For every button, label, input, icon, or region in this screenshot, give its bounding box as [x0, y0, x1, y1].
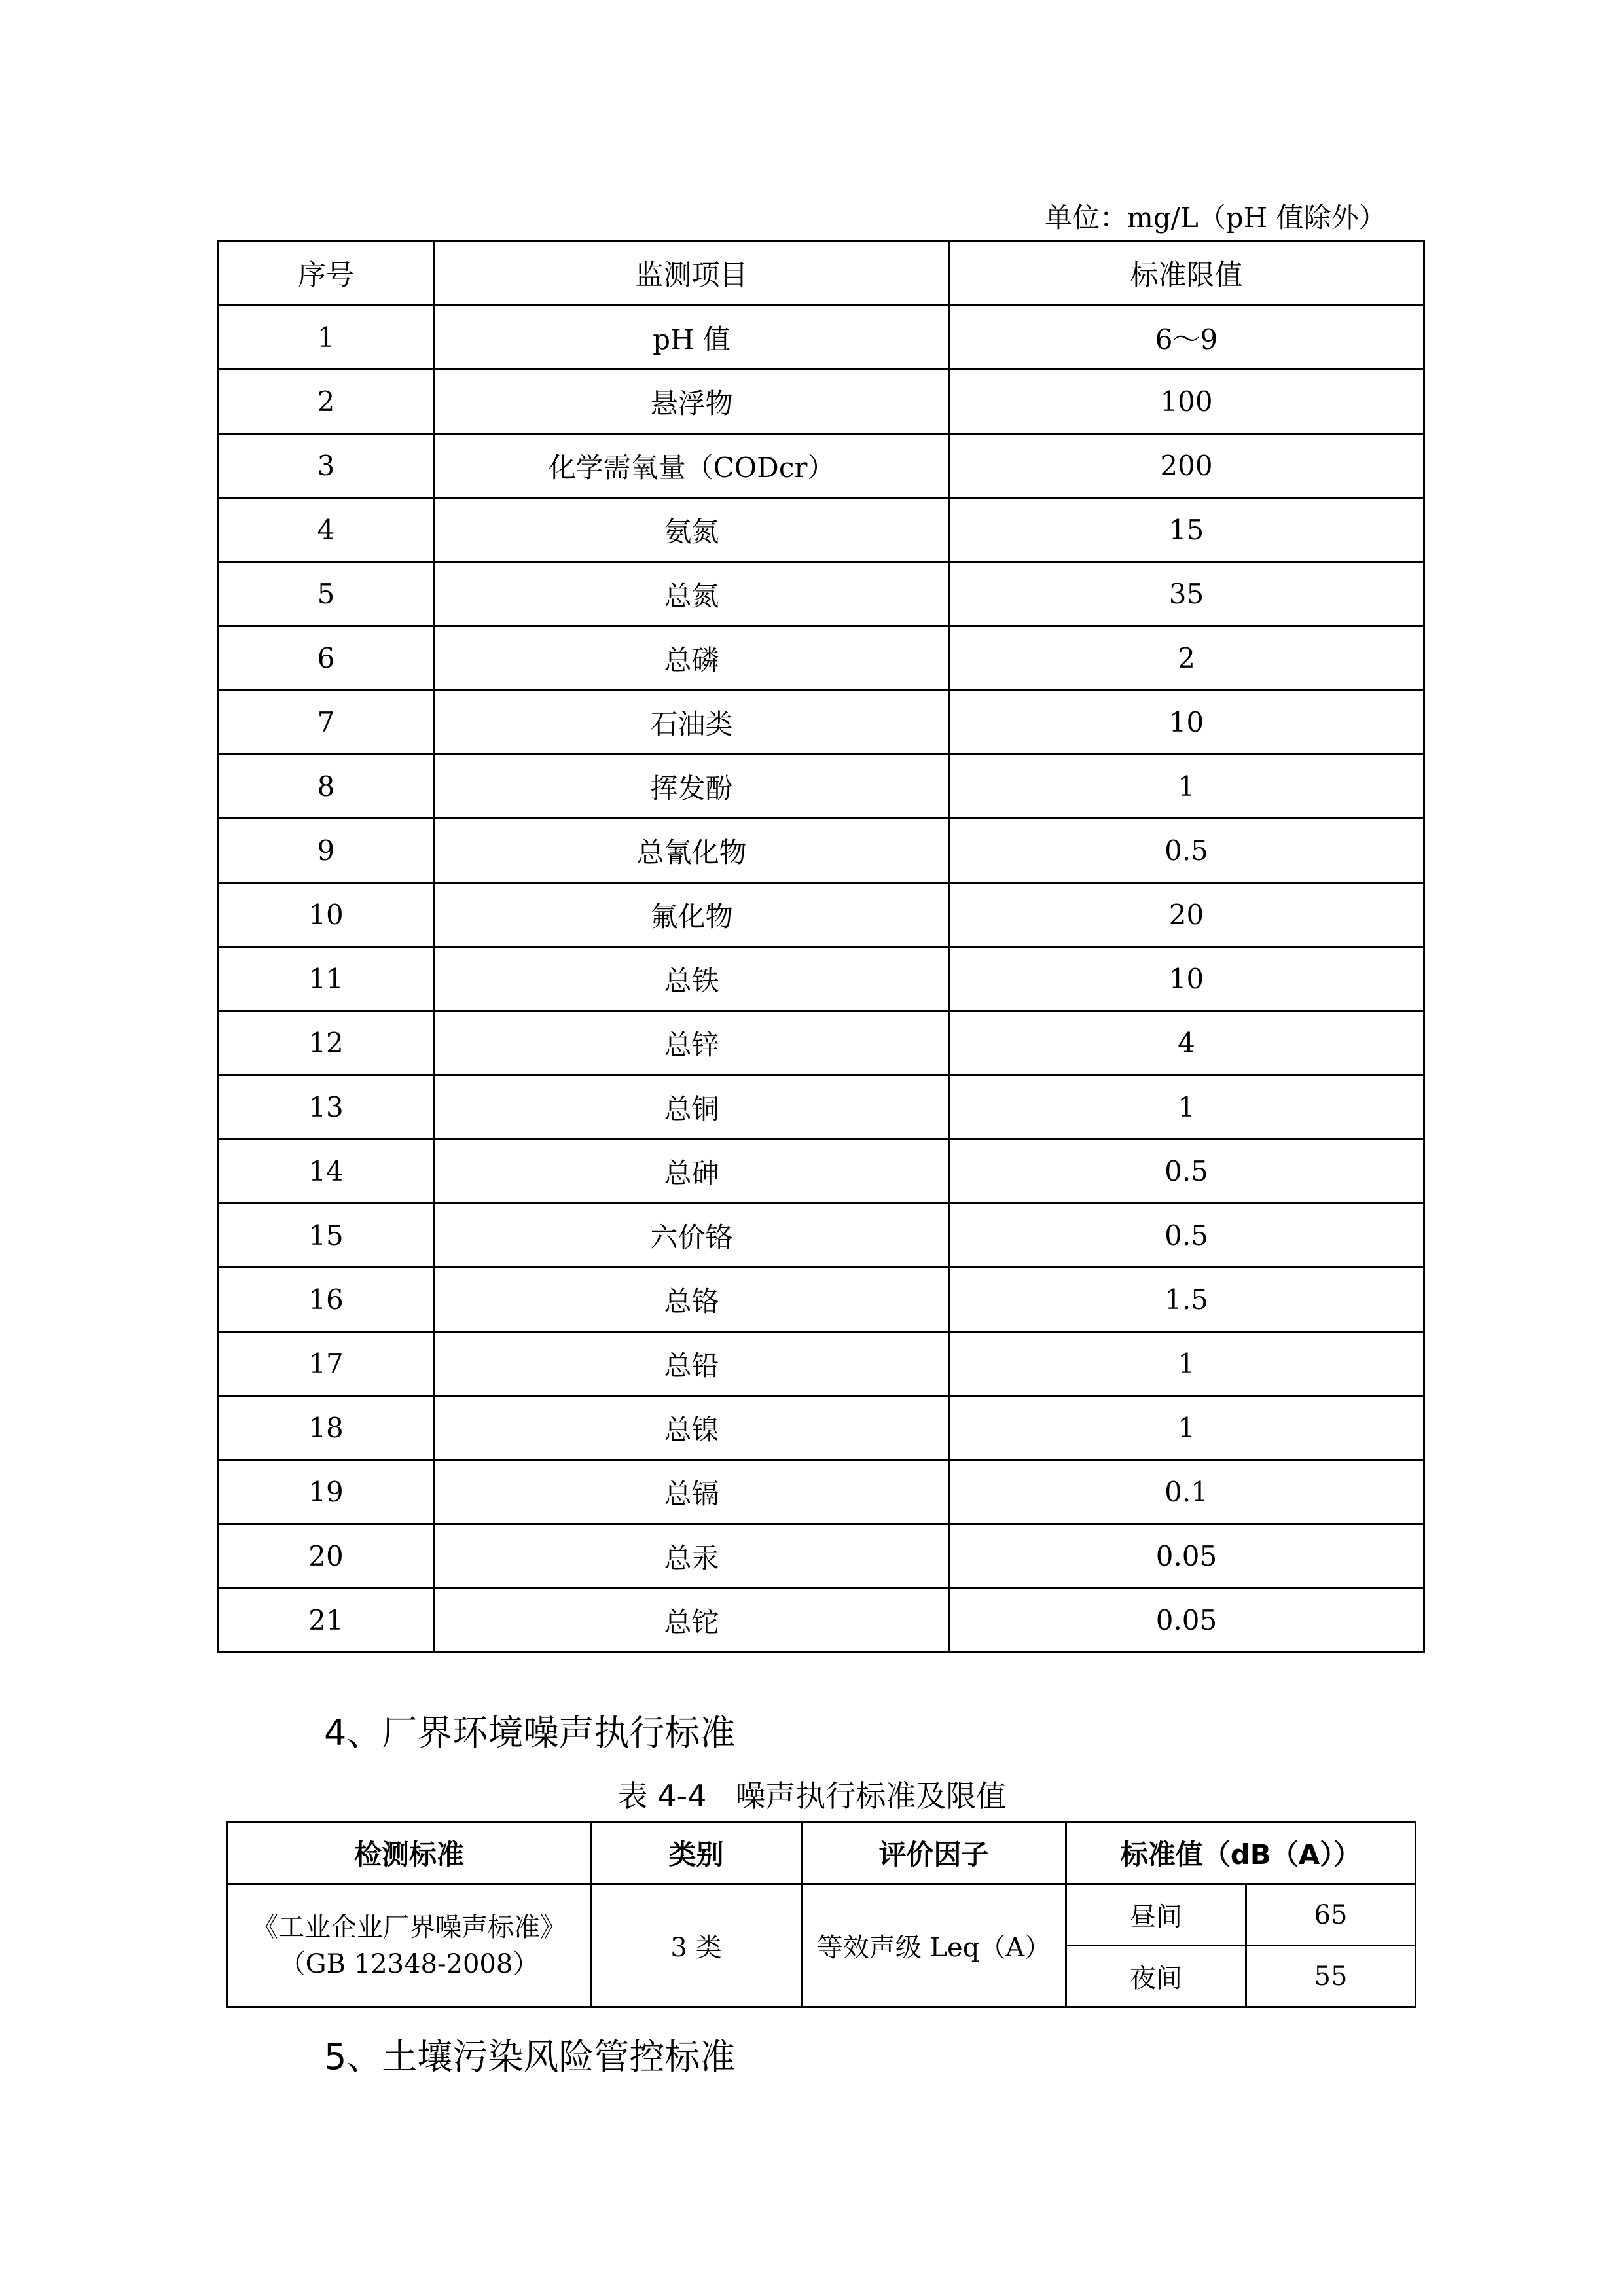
row-index: 12 — [218, 1011, 435, 1075]
row-limit: 4 — [949, 1011, 1424, 1075]
row-item: 石油类 — [435, 691, 949, 755]
section-heading-noise: 4、厂界环境噪声执行标准 — [324, 1712, 736, 1753]
table-row — [218, 498, 1424, 562]
row-limit: 1 — [949, 1332, 1424, 1396]
table-row — [218, 755, 1424, 819]
row-item: 氨氮 — [435, 498, 949, 562]
row-limit: 35 — [949, 562, 1424, 626]
row-index: 16 — [218, 1268, 435, 1332]
row-item: 总磷 — [435, 626, 949, 691]
table-row — [218, 1524, 1424, 1588]
row-item: 总铁 — [435, 947, 949, 1011]
row-item: 氟化物 — [435, 883, 949, 947]
row-item: 挥发酚 — [435, 755, 949, 819]
day-value: 65 — [1246, 1884, 1416, 1946]
section-heading-soil: 5、土壤污染风险管控标准 — [324, 2036, 736, 2077]
standard-code: （GB 12348-2008） — [279, 1948, 539, 1979]
table-row — [218, 1075, 1424, 1139]
table-row — [218, 691, 1424, 755]
row-item: 总氮 — [435, 562, 949, 626]
row-item: 化学需氧量（CODcr） — [435, 434, 949, 498]
category-cell: 3 类 — [591, 1884, 802, 2007]
row-limit: 0.05 — [949, 1588, 1424, 1653]
row-index: 8 — [218, 755, 435, 819]
wastewater-standard-table — [217, 240, 1425, 1653]
caption-title: 噪声执行标准及限值 — [735, 1778, 1007, 1814]
table-row — [228, 1884, 1416, 1946]
table-row — [218, 306, 1424, 370]
row-index: 20 — [218, 1524, 435, 1588]
table-row — [218, 819, 1424, 883]
row-limit: 1 — [949, 1396, 1424, 1460]
noise-standard-table — [226, 1821, 1416, 2008]
table-row — [218, 1011, 1424, 1075]
row-limit: 2 — [949, 626, 1424, 691]
caption-number: 表 4-4 — [617, 1778, 707, 1814]
row-index: 3 — [218, 434, 435, 498]
standard-cell — [228, 1884, 591, 2007]
row-index: 11 — [218, 947, 435, 1011]
header-index: 序号 — [218, 242, 435, 306]
table-row — [218, 1204, 1424, 1268]
header-item: 监测项目 — [435, 242, 949, 306]
row-index: 13 — [218, 1075, 435, 1139]
row-item: 总锌 — [435, 1011, 949, 1075]
row-item: 总镍 — [435, 1396, 949, 1460]
row-index: 10 — [218, 883, 435, 947]
row-limit: 10 — [949, 691, 1424, 755]
row-item: 总镉 — [435, 1460, 949, 1524]
table-row — [218, 562, 1424, 626]
row-limit: 1.5 — [949, 1268, 1424, 1332]
standard-name: 《工业企业厂界噪声标准》 — [252, 1912, 566, 1943]
header-standard: 检测标准 — [228, 1822, 591, 1884]
row-item: 总汞 — [435, 1524, 949, 1588]
table-row — [218, 1268, 1424, 1332]
table-header-row — [228, 1822, 1416, 1884]
header-category: 类别 — [591, 1822, 802, 1884]
row-limit: 20 — [949, 883, 1424, 947]
row-item: 总铊 — [435, 1588, 949, 1653]
table-caption — [0, 1772, 1624, 1816]
row-limit: 0.5 — [949, 819, 1424, 883]
row-index: 18 — [218, 1396, 435, 1460]
factor-cell: 等效声级 Leq（A） — [802, 1884, 1066, 2007]
table-header-row — [218, 242, 1424, 306]
row-item: 总砷 — [435, 1139, 949, 1204]
row-limit: 1 — [949, 755, 1424, 819]
table-row — [218, 1588, 1424, 1653]
table-row — [218, 1396, 1424, 1460]
row-item: 总氰化物 — [435, 819, 949, 883]
unit-note: 单位：mg/L（pH 值除外） — [1045, 202, 1386, 234]
header-factor: 评价因子 — [802, 1822, 1066, 1884]
row-item: 总铅 — [435, 1332, 949, 1396]
row-limit: 10 — [949, 947, 1424, 1011]
row-index: 14 — [218, 1139, 435, 1204]
table-row — [218, 1460, 1424, 1524]
row-index: 15 — [218, 1204, 435, 1268]
row-item: 总铬 — [435, 1268, 949, 1332]
table-row — [218, 626, 1424, 691]
table-row — [218, 883, 1424, 947]
row-limit: 200 — [949, 434, 1424, 498]
row-limit: 0.5 — [949, 1204, 1424, 1268]
row-index: 4 — [218, 498, 435, 562]
row-limit: 15 — [949, 498, 1424, 562]
day-label: 昼间 — [1066, 1884, 1246, 1946]
row-limit: 0.5 — [949, 1139, 1424, 1204]
header-limit: 标准限值 — [949, 242, 1424, 306]
table-row — [218, 370, 1424, 434]
table-row — [218, 947, 1424, 1011]
night-value: 55 — [1246, 1946, 1416, 2007]
row-limit: 0.1 — [949, 1460, 1424, 1524]
row-index: 7 — [218, 691, 435, 755]
row-index: 17 — [218, 1332, 435, 1396]
row-index: 2 — [218, 370, 435, 434]
row-index: 5 — [218, 562, 435, 626]
row-index: 1 — [218, 306, 435, 370]
table-row — [218, 434, 1424, 498]
row-limit: 0.05 — [949, 1524, 1424, 1588]
night-label: 夜间 — [1066, 1946, 1246, 2007]
table-row — [218, 1332, 1424, 1396]
row-item: 总铜 — [435, 1075, 949, 1139]
row-item: 六价铬 — [435, 1204, 949, 1268]
row-limit: 100 — [949, 370, 1424, 434]
header-value: 标准值（dB（A）） — [1066, 1822, 1416, 1884]
row-limit: 1 — [949, 1075, 1424, 1139]
row-index: 19 — [218, 1460, 435, 1524]
row-limit: 6～9 — [949, 306, 1424, 370]
table-row — [218, 1139, 1424, 1204]
row-item: pH 值 — [435, 306, 949, 370]
row-index: 6 — [218, 626, 435, 691]
row-index: 21 — [218, 1588, 435, 1653]
row-index: 9 — [218, 819, 435, 883]
row-item: 悬浮物 — [435, 370, 949, 434]
